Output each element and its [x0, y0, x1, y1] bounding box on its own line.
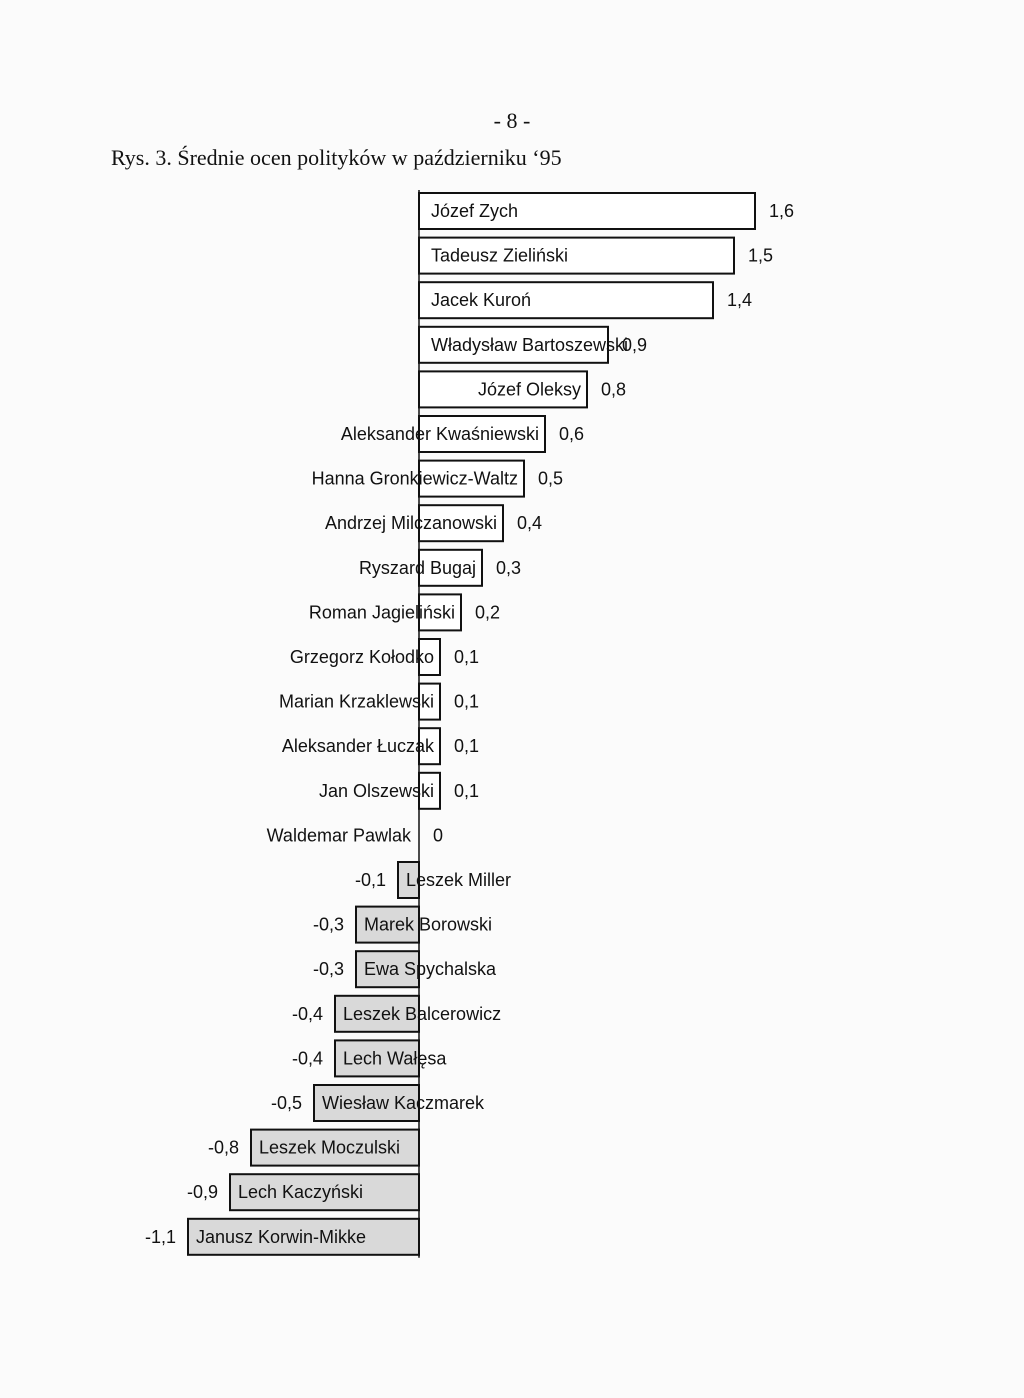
category-label: Lech Kaczyński	[238, 1182, 364, 1203]
category-label: Aleksander Łuczak	[281, 736, 434, 757]
category-label: Józef Oleksy	[477, 379, 581, 400]
value-label: 0,4	[517, 513, 543, 534]
category-label: Leszek Balcerowicz	[343, 1003, 502, 1024]
value-label: 0,2	[475, 602, 501, 623]
value-label: -0,4	[291, 1003, 323, 1024]
category-label: Wiesław Kaczmarek	[322, 1093, 485, 1113]
category-label: Władysław Bartoszewski	[431, 334, 629, 355]
category-label: Andrzej Milczanowski	[324, 513, 497, 534]
value-label: -0,8	[207, 1137, 239, 1158]
category-label: Marek Borowski	[364, 914, 493, 935]
category-label: Hanna Gronkiewicz-Waltz	[311, 468, 518, 489]
value-label: -0,9	[186, 1182, 218, 1203]
category-label: Aleksander Kwaśniewski	[340, 424, 539, 444]
category-label: Marian Krzaklewski	[278, 691, 434, 712]
value-label: 0,1	[454, 736, 480, 757]
category-label: Janusz Korwin-Mikke	[196, 1226, 367, 1247]
value-label: 0	[433, 825, 444, 846]
value-label: -0,1	[354, 870, 386, 890]
value-label: -0,3	[312, 959, 344, 980]
value-label: 0,1	[454, 647, 480, 667]
category-label: Jacek Kuroń	[431, 290, 532, 311]
category-label: Jan Olszewski	[318, 780, 434, 801]
category-label: Józef Zych	[431, 201, 519, 221]
category-label: Leszek Moczulski	[259, 1137, 401, 1158]
value-label: -1,1	[144, 1226, 176, 1247]
value-label: 0,9	[622, 334, 648, 355]
value-label: -0,3	[312, 914, 344, 935]
value-label: 1,5	[748, 245, 774, 266]
value-label: 0,1	[454, 780, 480, 801]
category-label: Lech Wałęsa	[343, 1048, 447, 1069]
page-number: - 8 -	[493, 108, 531, 133]
value-label: 0,8	[601, 379, 627, 400]
figure-caption: Rys. 3. Średnie ocen polityków w październiku ‘95	[111, 145, 562, 170]
category-label: Grzegorz Kołodko	[289, 647, 434, 667]
category-label: Ryszard Bugaj	[358, 557, 476, 578]
value-label: 0,3	[496, 557, 522, 578]
value-label: 0,1	[454, 691, 480, 712]
category-label: Tadeusz Zieliński	[431, 245, 569, 266]
value-label: 1,4	[727, 290, 753, 311]
category-label: Leszek Miller	[406, 870, 512, 890]
value-label: 1,6	[769, 201, 795, 221]
value-label: 0,6	[559, 424, 585, 444]
value-label: -0,5	[270, 1093, 302, 1113]
value-label: 0,5	[538, 468, 564, 489]
category-label: Roman Jagieliński	[308, 602, 455, 623]
category-label: Waldemar Pawlak	[266, 825, 411, 846]
value-label: -0,4	[291, 1048, 323, 1069]
category-label: Ewa Spychalska	[364, 959, 497, 980]
